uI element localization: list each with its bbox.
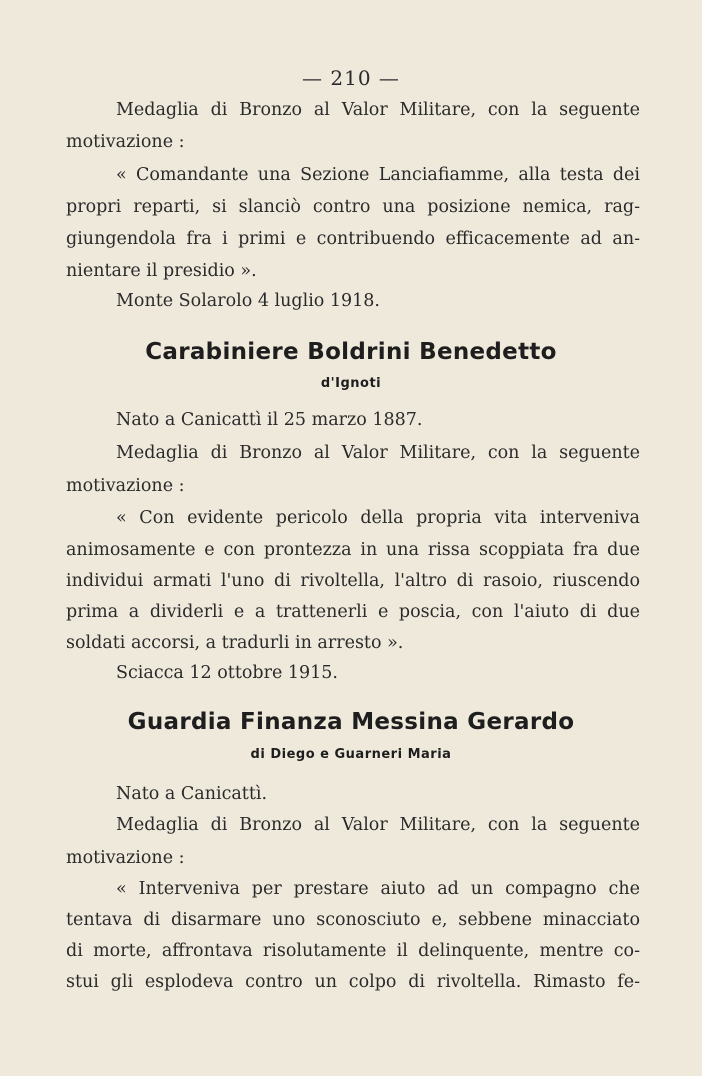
text-line: Sciacca 12 ottobre 1915. — [116, 663, 338, 683]
text-line: Monte Solarolo 4 luglio 1918. — [116, 291, 380, 311]
text-line: soldati accorsi, a tradurli in arresto ». — [66, 633, 404, 653]
text-line: Medaglia di Bronzo al Valor Militare, con la seguente — [116, 443, 640, 463]
text-line: Nato a Canicattì. — [116, 784, 268, 804]
text-line: motivazione : — [66, 132, 185, 152]
text-line: nientare il presidio ». — [66, 261, 257, 281]
text-line: individui armati l'uno di rivoltella, l'altro di rasoio, riuscendo — [66, 571, 640, 591]
text-line: propri reparti, si slanciò contro una posizione nemica, rag- — [66, 197, 640, 217]
text-line: animosamente e con prontezza in una rissa scoppiata fra due — [66, 540, 640, 560]
text-line: Medaglia di Bronzo al Valor Militare, con la seguente — [116, 815, 640, 835]
section-title: Carabiniere Boldrini Benedetto — [145, 339, 557, 365]
page-number: — 210 — — [302, 66, 400, 90]
section-subtitle: di Diego e Guarneri Maria — [250, 747, 452, 762]
section-title: Guardia Finanza Messina Gerardo — [127, 709, 575, 735]
text-line: motivazione : — [66, 476, 185, 496]
text-line: « Con evidente pericolo della propria vita interveniva — [116, 508, 640, 528]
text-line: Medaglia di Bronzo al Valor Militare, con la seguente — [116, 100, 640, 120]
text-line: di morte, affrontava risolutamente il delinquente, mentre co- — [66, 941, 640, 961]
text-line: prima a dividerli e a trattenerli e poscia, con l'aiuto di due — [66, 602, 640, 622]
text-line: « Interveniva per prestare aiuto ad un compagno che — [116, 879, 640, 899]
text-line: Nato a Canicattì il 25 marzo 1887. — [116, 410, 423, 430]
text-line: « Comandante una Sezione Lanciafiamme, alla testa dei — [116, 165, 640, 185]
text-line: tentava di disarmare uno sconosciuto e, sebbene minacciato — [66, 910, 640, 930]
text-line: giungendola fra i primi e contribuendo efficacemente ad an- — [66, 229, 640, 249]
text-line: motivazione : — [66, 848, 185, 868]
section-subtitle: d'Ignoti — [320, 376, 382, 391]
text-line: stui gli esplodeva contro un colpo di rivoltella. Rimasto fe- — [66, 972, 640, 992]
